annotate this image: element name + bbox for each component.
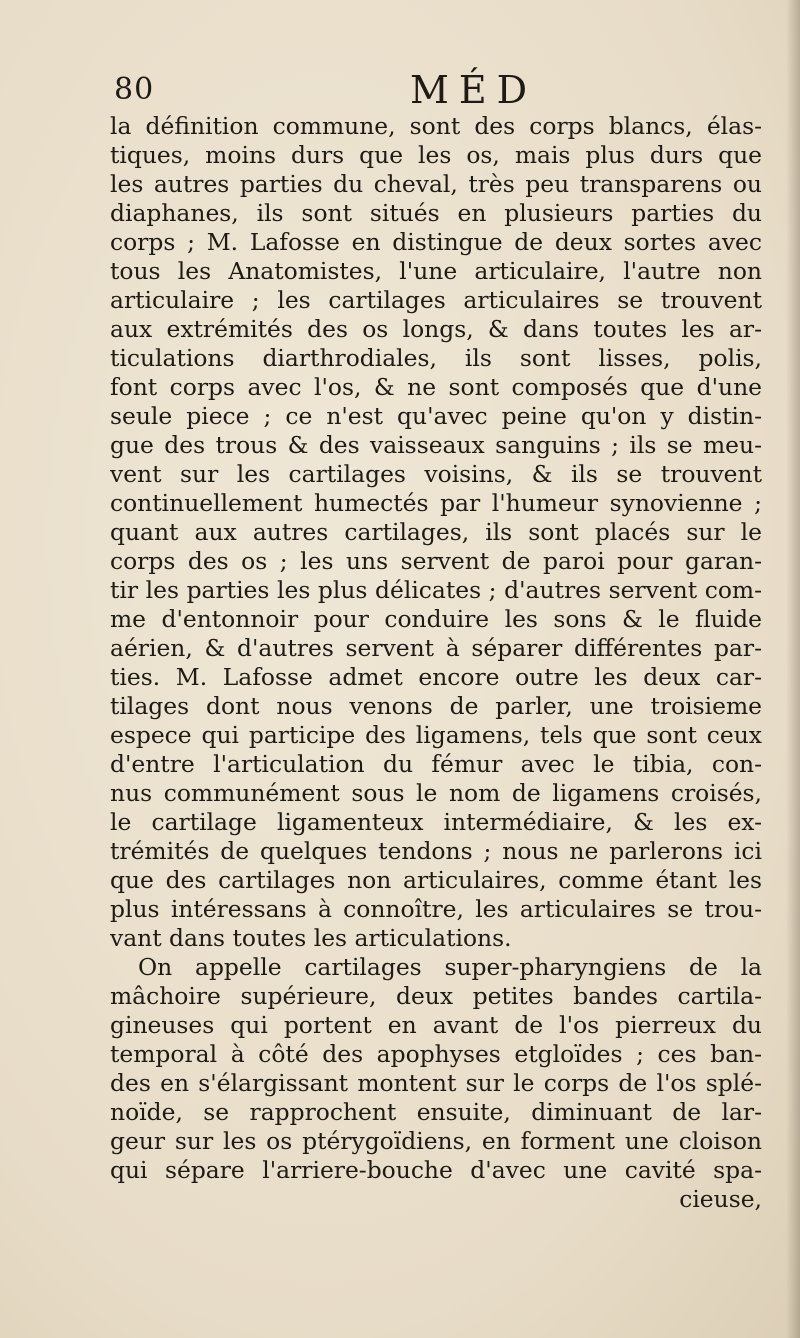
page-edge-shadow <box>786 0 800 1338</box>
text-line: tiques, moins durs que les os, mais plus durs que <box>110 141 762 169</box>
text-line: le cartilage ligamenteux intermédiaire, & les ex- <box>110 808 762 836</box>
text-line: temporal à côté des apophyses etgloïdes ; ces ban- <box>110 1040 762 1068</box>
text-line: aérien, & d'autres servent à séparer différentes par- <box>110 634 762 662</box>
text-line: seule piece ; ce n'est qu'avec peine qu'on y distin- <box>110 402 762 430</box>
text-line: gineuses qui portent en avant de l'os pierreux du <box>110 1011 762 1039</box>
paragraph-end-line: vant dans toutes les articulations. <box>110 924 512 952</box>
text-line: la définition commune, sont des corps blancs, élas- <box>110 112 762 140</box>
catchword-line: cieuse, <box>679 1185 762 1213</box>
text-line: tous les Anatomistes, l'une articulaire, l'autre non <box>110 257 762 285</box>
text-line: font corps avec l'os, & ne sont composés que d'une <box>110 373 762 401</box>
text-line: diaphanes, ils sont situés en plusieurs parties du <box>110 199 762 227</box>
text-line: d'entre l'articulation du fémur avec le tibia, con- <box>110 750 762 778</box>
text-line: tir les parties les plus délicates ; d'autres servent com- <box>110 576 762 604</box>
text-line: corps ; M. Lafosse en distingue de deux sortes avec <box>110 228 762 256</box>
text-line: geur sur les os ptérygoïdiens, en forment une cloison <box>110 1127 762 1155</box>
text-line: des en s'élargissant montent sur le corps de l'os splé- <box>110 1069 762 1097</box>
page-number: 80 <box>114 72 155 107</box>
text-line: aux extrémités des os longs, & dans toutes les ar- <box>110 315 762 343</box>
running-head: MÉD <box>410 68 538 112</box>
page-header <box>110 66 760 110</box>
text-line: ticulations diarthrodiales, ils sont lisses, polis, <box>110 344 762 372</box>
text-line: mâchoire supérieure, deux petites bandes cartila- <box>110 982 762 1010</box>
text-line: ties. M. Lafosse admet encore outre les deux car- <box>110 663 762 691</box>
text-line: vent sur les cartilages voisins, & ils se trouvent <box>110 460 762 488</box>
body-text <box>110 112 762 1214</box>
text-line: espece qui participe des ligamens, tels que sont ceux <box>110 721 762 749</box>
text-line: qui sépare l'arriere-bouche d'avec une cavité spa- <box>110 1156 762 1184</box>
text-line: tilages dont nous venons de parler, une troisieme <box>110 692 762 720</box>
text-line: quant aux autres cartilages, ils sont placés sur le <box>110 518 762 546</box>
text-line: me d'entonnoir pour conduire les sons & le fluide <box>110 605 762 633</box>
text-line: noïde, se rapprochent ensuite, diminuant de lar- <box>110 1098 762 1126</box>
text-line: gue des trous & des vaisseaux sanguins ; ils se meu- <box>110 431 762 459</box>
text-line: corps des os ; les uns servent de paroi pour garan- <box>110 547 762 575</box>
paragraph-start-line: On appelle cartilages super-pharyngiens de la <box>138 953 762 981</box>
text-line: les autres parties du cheval, très peu transparens ou <box>110 170 762 198</box>
text-line: articulaire ; les cartilages articulaires se trouvent <box>110 286 762 314</box>
text-line: trémités de quelques tendons ; nous ne parlerons ici <box>110 837 762 865</box>
text-line: nus communément sous le nom de ligamens croisés, <box>110 779 762 807</box>
text-line: continuellement humectés par l'humeur synovienne ; <box>110 489 762 517</box>
text-line: plus intéressans à connoître, les articulaires se trou- <box>110 895 762 923</box>
text-line: que des cartilages non articulaires, comme étant les <box>110 866 762 894</box>
